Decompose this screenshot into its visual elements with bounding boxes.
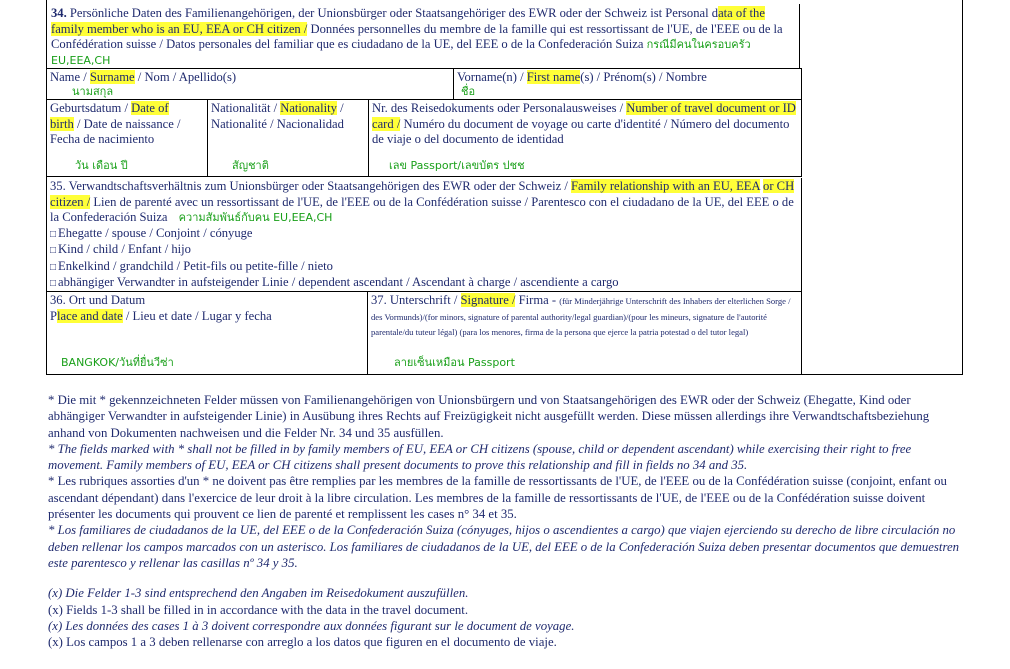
note-es: * Los familiares de ciudadanos de la UE, del EEE o de la Confederación Suiza (cónyuges, hijos o ascendientes a cargo) que viajen ejerciendo su derecho de libre circulación no deben rellenar los campos marcados con un asterisco. Los familiares de ciudadanos de la UE, del EEE o de la Confederación Suiza deben presentar documentos que demuestren este parentesco y rellenar las casillas nº 34 y 35. [48, 523, 960, 570]
fields13-es: (x) Los campos 1 a 3 deben rellenarse con arreglo a los datos que figuren en el documento de viaje. [48, 635, 557, 650]
section-34-thai-note: กรณีมีคนในครอบครัว EU,EEA,CH [51, 38, 751, 67]
surname-thai-note: นามสกุล [72, 84, 114, 98]
footnotes [48, 392, 966, 650]
place-date-label-b: / Lieu et date / Lugar y fecha [122, 308, 272, 323]
fields13-de: (x) Die Felder 1-3 sind entsprechend den Angaben im Reisedokument auszufüllen. [48, 586, 469, 601]
travel-document-number-field[interactable] [368, 99, 802, 177]
fields13-fr: (x) Les données des cases 1 à 3 doivent correspondre aux données figurant sur le document de voyage. [48, 618, 575, 633]
checkbox-icon[interactable]: □ [50, 245, 57, 256]
relationship-option-spouse[interactable] [50, 226, 799, 243]
first-name-label-a: Vorname(n) / [457, 70, 527, 84]
nationality-thai-note: สัญชาติ [232, 159, 269, 172]
section-34-text-b: Données personnelles du membre de la famille qui est ressortissant de l'UE, de l'EEE ou de la Confédération suisse / Datos personales del familiar que es ciudadano de la UE, del EEE o de la Confederación Suiza [51, 21, 783, 51]
signature-thai-note: ลายเซ็นเหมือน Passport [394, 356, 515, 369]
signature-highlight: Signature / [460, 293, 516, 307]
doc-label-a: Nr. des Reisedokuments oder Personalausweises / [372, 101, 627, 115]
checkbox-icon[interactable]: □ [50, 278, 57, 289]
first-name-field[interactable] [453, 68, 802, 100]
first-name-label-highlight: First name [526, 70, 581, 84]
section-35-highlight-1: Family relationship with an EU, EEA [571, 179, 760, 193]
dob-thai-note: วัน เดือน ปี [75, 159, 128, 172]
doc-label-highlight: Number of travel document or ID card / [372, 101, 796, 131]
nationality-label-b: / Nationalité / Nacionalidad [211, 101, 344, 131]
section-34-title [48, 4, 800, 68]
place-date-label-a: P [50, 308, 58, 323]
section-35-text-a: 35. Verwandtschaftsverhältnis zum Unionsbürger oder Staatsangehörigen des EWR oder der Schweiz / [50, 179, 571, 193]
relationship-option-label: abhängiger Verwandter in aufsteigender Linie / dependent ascendant / Ascendant à charge / ascendiente a cargo [58, 275, 619, 289]
nationality-field[interactable] [207, 99, 369, 177]
place-date-highlight: lace and date [57, 308, 123, 323]
fields13-en: (x) Fields 1-3 shall be filled in in accordance with the data in the travel document. [48, 602, 469, 617]
note-gap [48, 571, 966, 585]
nationality-label-a: Nationalität / [211, 101, 281, 115]
dob-label-highlight-1: Date of [131, 101, 169, 115]
section-34-number: 34. [51, 6, 67, 20]
surname-field[interactable] [46, 68, 454, 100]
relationship-option-label: Ehegatte / spouse / Conjoint / cónyuge [58, 225, 253, 240]
place-and-date-field[interactable] [46, 291, 368, 375]
dob-label-a: Geburtsdatum / [50, 101, 132, 115]
relationship-option-child[interactable] [50, 242, 799, 259]
date-of-birth-field[interactable] [46, 99, 208, 177]
checkbox-icon[interactable]: □ [50, 261, 57, 273]
section-34-highlight: ata of the family member who is an EU, EEA or CH citizen / [51, 6, 765, 36]
first-name-label-b: (s) / Prénom(s) / Nombre [580, 70, 707, 84]
surname-label-b: / Nom / Apellido(s) [134, 70, 237, 84]
signature-label-b: Firma - [515, 293, 560, 307]
surname-label-highlight: Surname [89, 70, 135, 84]
place-date-thai-note: BANGKOK/วันที่ยื่นวีซ่า [61, 356, 174, 369]
section-35-text-b: Lien de parenté avec un ressortissant de l'UE, de l'EEE ou de la Confédération suisse / Parentesco con el ciudadano de la UE, del EEE o de la Confederación Suiza [50, 194, 794, 224]
relationship-option-grandchild[interactable] [50, 259, 799, 276]
doc-label-b: Numéro du document de voyage ou carte d'identité / Número del documento de viaje o del documento de identidad [372, 116, 790, 146]
surname-label-a: Name / [50, 70, 90, 84]
place-date-title: 36. Ort und Datum [50, 293, 146, 307]
dob-label-highlight-2: birth [50, 116, 74, 131]
relationship-option-label: Kind / child / Enfant / hijo [58, 242, 191, 256]
first-name-thai-note: ชื่อ [461, 84, 476, 98]
section-35-relationship [48, 178, 802, 291]
note-fr: * Les rubriques assorties d'un * ne doivent pas être remplies par les membres de la famille de ressortissants de l'UE, de l'EEE ou de la Confédération suisse (conjoint, enfant ou ascendant dépendant) dans l'exercice de leur droit à la libre circulation. Les membres de la famille de ressortissants de l'UE, de l'EEE ou de la Confédération suisse doivent présenter les documents qui prouvent ce lien de parenté et remplissent les cases n° 34 et 35. [48, 474, 947, 522]
checkbox-icon[interactable]: □ [50, 228, 57, 240]
signature-label-a: 37. Unterschrift / [371, 293, 461, 307]
note-en: * The fields marked with * shall not be filled in by family members of EU, EEA or CH citizens (spouse, child or dependent ascendant) while exercising their right to free movement. Family members of EU, EEA or CH citizens shall present documents to prove this relationship and fill in fields no 34 and 35. [48, 441, 912, 473]
section-35-thai-note: ความสัมพันธ์กับคน EU,EEA,CH [178, 211, 333, 224]
dob-label-b: / Date de naissance / Fecha de nacimiento [50, 116, 181, 146]
nationality-label-highlight: Nationality [280, 101, 337, 115]
relationship-option-dependent-ascendant[interactable] [50, 275, 799, 292]
doc-thai-note: เลข Passport/เลขบัตร ปชช [389, 159, 525, 172]
section-34-text-a: Persönliche Daten des Familienangehörigen, der Unionsbürger oder Staatsangehöriger des EWR oder der Schweiz ist Personal d [66, 6, 719, 20]
signature-field[interactable] [367, 291, 802, 375]
note-de: * Die mit * gekennzeichneten Felder müssen von Familienangehörigen von Unionsbürgern und von Staatsangehörigen des EWR oder der Schweiz (Ehegatte, Kind oder abhängiger Verwandter in aufsteigender Linie) in Ausübung ihres Rechts auf Freizügigkeit nicht ausgefüllt werden. Diese müssen allerdings ihre Verwandtschaftsbeziehung anhand von Dokumenten nachweisen und die Felder Nr. 34 und 35 ausfüllen. [48, 393, 930, 440]
relationship-option-label: Enkelkind / grandchild / Petit-fils ou petite-fille / nieto [58, 258, 333, 273]
section-35-highlight-2: or CH citizen / [50, 179, 795, 209]
signature-minor-note: (für Minderjährige Unterschrift des Inhabers der elterlichen Sorge / des Vormunds)/(for minors, signature of parental authority/legal guardian)/(pour les mineurs, signature de l'autorité parentale/du tuteur légal) (para los menores, firma de la persona que ejerce la patria potestad o del tutor legal) [371, 296, 791, 337]
